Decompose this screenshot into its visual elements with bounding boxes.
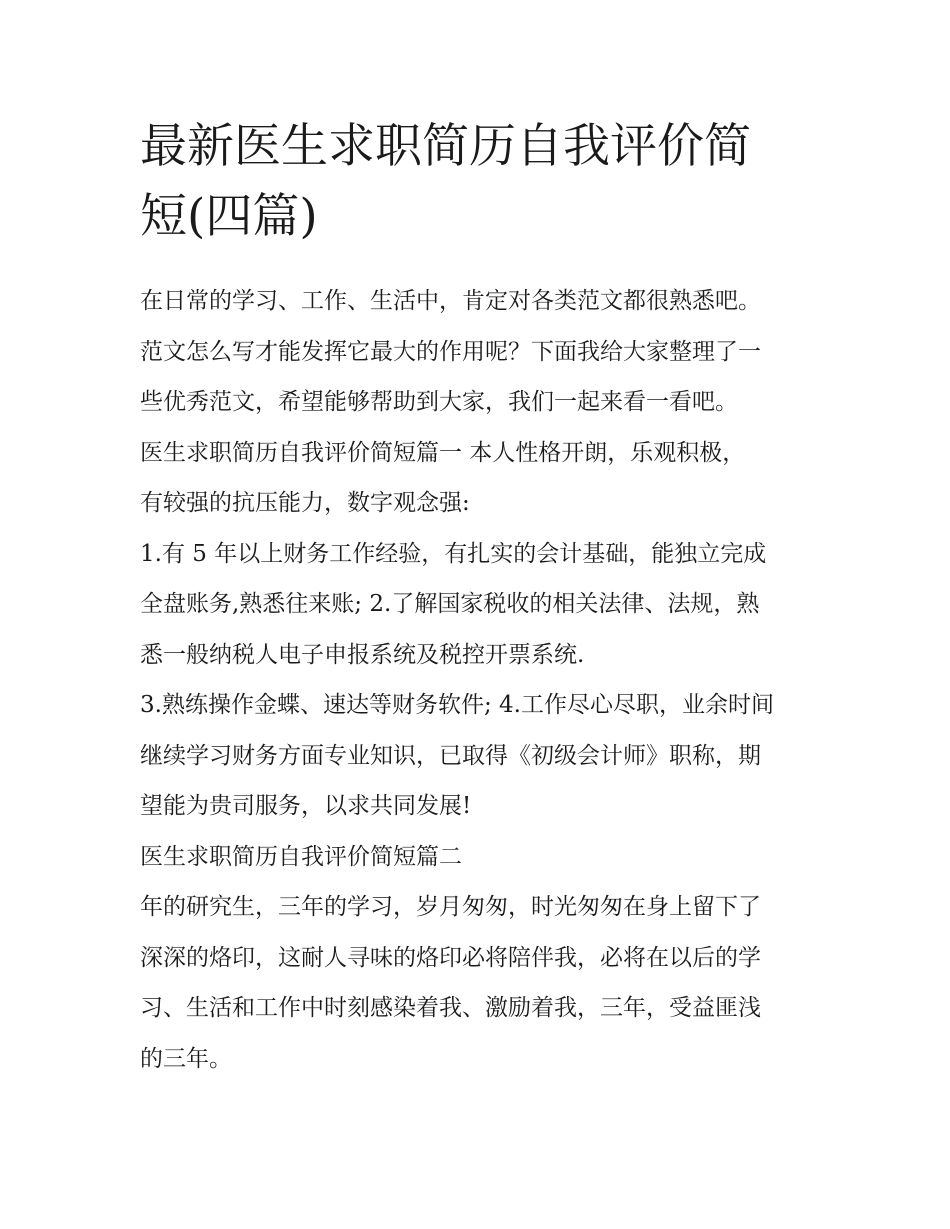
body-line: 在日常的学习、工作、生活中，肯定对各类范文都很熟悉吧。 xyxy=(140,288,761,314)
body-line: 的三年。 xyxy=(140,1045,232,1072)
body-line: 范文怎么写才能发挥它最大的作用呢？下面我给大家整理了一 xyxy=(140,338,761,365)
body-line: 全盘账务,熟悉往来账; 2.了解国家税收的相关法律、法规，熟 xyxy=(140,591,760,617)
document-title xyxy=(140,112,830,252)
body-line: 继续学习财务方面专业知识，已取得《初级会计师》职称，期 xyxy=(140,742,761,769)
body-line: 些优秀范文，希望能够帮助到大家，我们一起来看一看吧。 xyxy=(140,389,738,415)
body-line: 1.有 5 年以上财务工作经验，有扎实的会计基础，能独立完成 xyxy=(140,540,767,567)
body-line: 年的研究生，三年的学习，岁月匆匆，时光匆匆在身上留下了 xyxy=(140,894,761,920)
title-line: 短(四篇) xyxy=(140,189,318,244)
body-line: 深深的烙印，这耐人寻味的烙印必将陪伴我，必将在以后的学 xyxy=(140,944,761,971)
section-heading-2: 医生求职简历自我评价简短篇二 xyxy=(140,843,462,870)
body-line: 3.熟练操作金蝶、速达等财务软件; 4.工作尽心尽职，业余时间 xyxy=(140,692,774,718)
body-line: 悉一般纳税人电子申报系统及税控开票系统. xyxy=(140,641,585,668)
section-heading-1: 医生求职简历自我评价简短篇一 本人性格开朗，乐观积极， xyxy=(140,439,746,466)
title-line: 最新医生求职简历自我评价简 xyxy=(140,119,751,174)
body-line: 有较强的抗压能力，数字观念强: xyxy=(140,490,470,516)
body-line: 习、生活和工作中时刻感染着我、激励着我，三年，受益匪浅 xyxy=(140,995,761,1021)
body-line: 望能为贵司服务，以求共同发展! xyxy=(140,793,472,819)
document-body xyxy=(140,276,830,1084)
